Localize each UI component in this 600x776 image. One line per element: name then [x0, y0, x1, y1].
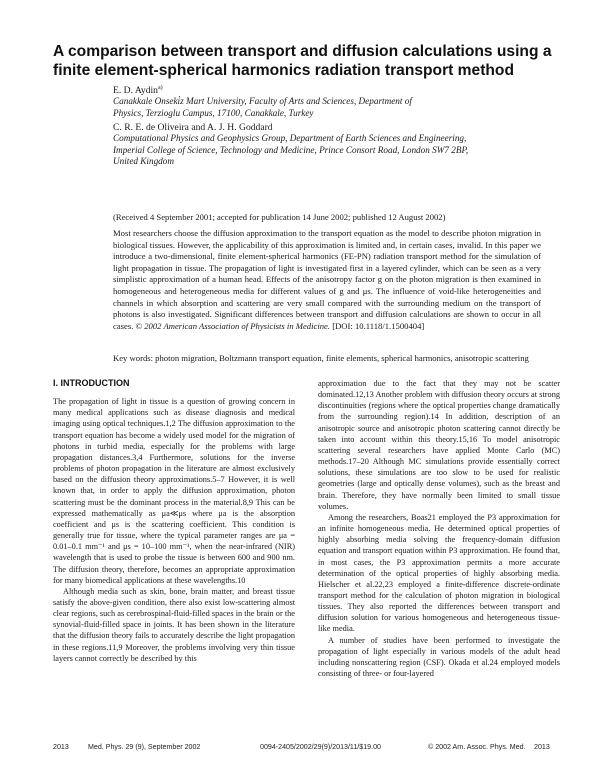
- paragraph: approximation due to the fact that they may not be scatter dominated.12,13 Another problem with diffusion theory occurs at strong discontinuities (regions where the optical properties change dramatically from the surrounding region).14 In addition, description of an anisotropic source and anisotropic photon scattering cannot directly be taken into account within this theory.15,16 To model anisotropic scattering several researchers have applied Monte Carlo (MC) methods.17–20 Although MC simulations provide essentially correct solutions, these simulations are too slow to be used for realistic geometries (large and optically dense volumes), such as the breast and brain. Therefore, they have normally been limited to small tissue volumes.: [318, 379, 560, 511]
- abstract: [113, 228, 541, 332]
- author-name-1: E. D. Aydin$^{a)}$: [113, 85, 163, 97]
- keywords-list: photon migration, Boltzmann transport equation, finite elements, spherical harmonics, anisotropic scattering: [155, 353, 529, 363]
- abstract-copyright: © 2002 American Association of Physicists in Medicine.: [135, 320, 331, 331]
- doi: [DOI: 10.1118/1.1500404]: [332, 320, 425, 331]
- article-code: 0094-2405/2002/29(9)/2013/11/$19.00: [260, 743, 381, 751]
- author-block-1: [113, 83, 433, 119]
- author-affiliation-2: Computational Physics and Geophysics Group, Department of Earth Sciences and Engineering, Imperial College of Science, Technology and Medicine, Prince Consort Road, London SW7 2BP, United Kingdom: [113, 133, 469, 166]
- abstract-text: Most researchers choose the diffusion approximation to the transport equation as the model to describe photon migration in biological tissues. However, the applicability of this approximation is limited and, in certain cases, invalid. In this paper we introduce a two-dimensional, finite element-spherical harmonics (FE-PN) radiation transport method for the simulation of light propagation in tissue. The propagation of light is investigated first in a layered cylinder, which can be seen as a very simplistic approximation of a human head. Effects of the anisotropy factor g on the photon migration is then examined in homogeneous and heterogeneous media for different values of g and μs. The influence of void-like heterogeneities and channels in which absorption and scattering are very small compared with the surrounding medium on the transport of photons is also investigated. Significant differences between transport and diffusion calculations are shown to occur in all cases.: [113, 228, 541, 331]
- left-column: [53, 378, 295, 664]
- section-heading: I. INTRODUCTION: [53, 378, 130, 388]
- page-number-left: 2013: [53, 743, 69, 751]
- footer-copyright: © 2002 Am. Assoc. Phys. Med.: [428, 743, 526, 751]
- author-affiliation-1: Canakkale Onseki̇z Mart University, Faculty of Arts and Sciences, Department of Physics, Terzioglu Campus, 17100, Canakkale, Turkey: [113, 96, 412, 118]
- page-number-right: 2013: [534, 743, 550, 751]
- right-column: [318, 378, 560, 679]
- paragraph: A number of studies have been performed to investigate the propagation of light especially in various models of the adult head including nonscattering region (CSF). Okada et al.24 employed models consisting of three- or four-layered: [318, 635, 560, 679]
- paragraph: Although media such as skin, bone, brain matter, and breast tissue satisfy the above-given condition, there also exist low-scattering almost clear regions, such as cerebrospinal-fluid-filled spaces in the brain or the synovial-fluid-filled space in joints. It has been shown in the literature that the diffusion theory fails to accurately describe the light propagation in these regions.11,9 Moreover, the problems involving very thin tissue layers cannot correctly be described by this: [53, 586, 295, 663]
- paper-title: A comparison between transport and diffusion calculations using a finite element-spherical harmonics radiation transport method: [53, 43, 552, 79]
- journal-citation: Med. Phys. 29 (9), September 2002: [88, 743, 201, 751]
- author-block-2: [113, 122, 483, 167]
- author-name-2: C. R. E. de Oliveira and A. J. H. Goddard: [113, 122, 273, 133]
- footnote-mark: a): [157, 85, 163, 91]
- keywords-label: Key words:: [113, 353, 154, 363]
- paragraph: Among the researchers, Boas21 employed the P3 approximation for an infinite homogeneous media. He determined optical properties of highly absorbing media solving the frequency-domain diffusion equation and transport equation within P3 approximation. He found that, in most cases, the P3 approximation permits a more accurate determination of the optical properties of highly absorbing media. Hielscher et al.22,23 employed a finite-difference discrete-ordinate transport method for the calculation of photon migration in biological tissues. They also reported the differences between transport and diffusion solution for various homogeneous and heterogeneous tissue-like media.: [318, 512, 560, 634]
- paragraph: The propagation of light in tissue is a question of growing concern in many medical applications such as disease diagnosis and medical imaging using optical techniques.1,2 The diffusion approximation to the transport equation has become a widely used model for the migration of photons in turbid media, especially for the problems with large propagation distances.3,4 Furthermore, solutions for the inverse problems of photon propagation in the literature are almost exclusively based on the diffusion theory approximations.5–7 However, it is well known that, in order to apply the diffusion approximation, photon scattering must be the dominant process in the material.8,9 This can be expressed mathematically as μa≪μs where μa is the absorption coefficient and μs is the scattering coefficient. This condition is generally true for tissue, where the typical parameter ranges are μa = 0.01–0.1 mm⁻¹ and μs = 10–100 mm⁻¹, when the near-infrared (NIR) wavelength that is used to probe the tissue is between 600 and 900 nm. The diffusion theory, therefore, becomes an appropriate approximation for many biomedical applications at these wavelengths.10: [53, 397, 295, 585]
- keywords: [113, 353, 541, 365]
- received-dates: (Received 4 September 2001; accepted for publication 14 June 2002; published 12 August 2002): [113, 212, 446, 222]
